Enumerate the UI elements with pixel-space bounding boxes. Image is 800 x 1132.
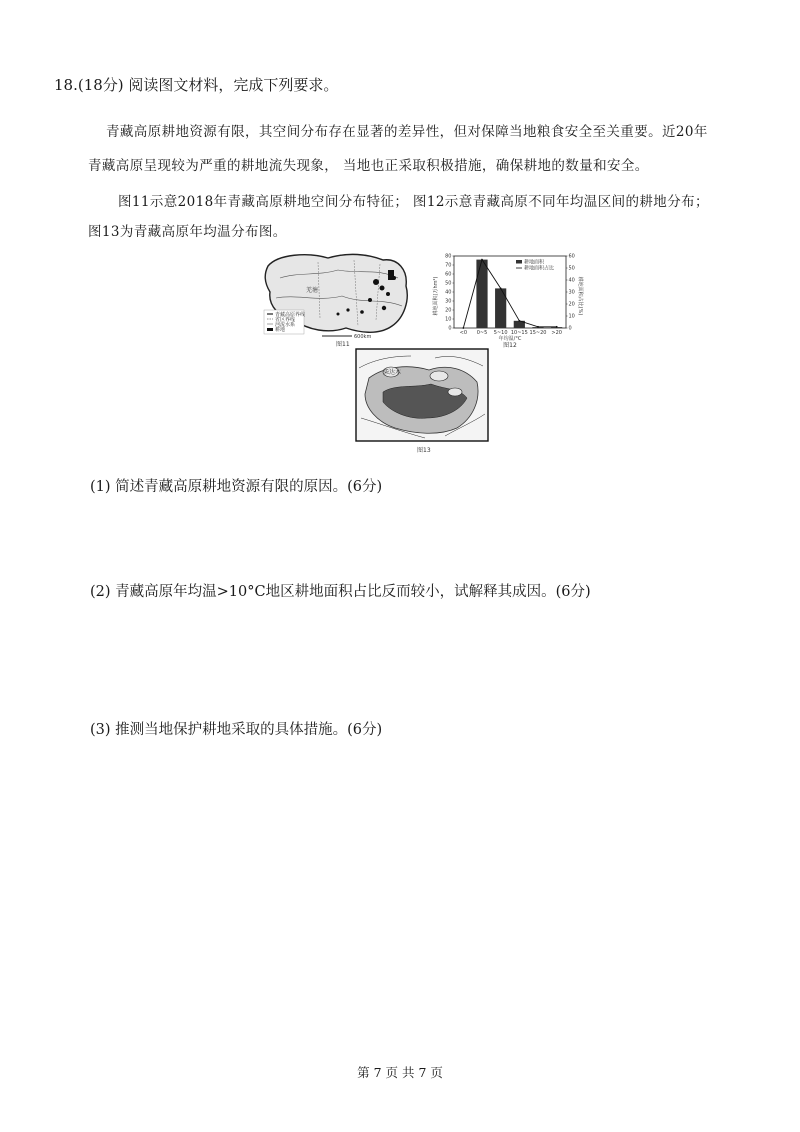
fig11-legend-2: 省区界线	[275, 317, 296, 323]
y-right-tick-label: 10	[568, 313, 575, 320]
fig12-x-axis-label: 年均温/°C	[498, 336, 522, 342]
share-point-1	[462, 327, 464, 329]
y-left-tick-label: 40	[445, 289, 452, 296]
y-right-tick-label: 0	[568, 325, 572, 332]
material-paragraph-2: 青藏高原呈现较为严重的耕地流失现象， 当地也正采取积极措施，确保耕地的数量和安全。	[88, 158, 649, 174]
sub-question-3: (3) 推测当地保护耕地采取的具体措施。(6分)	[90, 722, 383, 738]
share-point-4	[518, 320, 520, 322]
fig12-legend-bar-swatch	[516, 260, 522, 264]
y-right-tick-label: 60	[568, 253, 575, 260]
share-point-3	[500, 288, 502, 290]
y-left-tick-label: 10	[445, 316, 452, 323]
x-tick-label: >20	[551, 330, 562, 336]
sub-question-2: (2) 青藏高原年均温>10°C地区耕地面积占比反而较小，试解释其成因。(6分)	[90, 584, 591, 600]
fig11-map-label: 羌塘	[306, 287, 319, 294]
bar-2	[476, 260, 487, 328]
y-left-tick-label: 0	[448, 325, 452, 332]
fig12-caption: 图12	[503, 342, 517, 349]
material-paragraph-4: 图13为青藏高原年均温分布图。	[88, 224, 287, 240]
y-right-tick-label: 30	[568, 289, 575, 296]
figure-13-map	[355, 348, 489, 456]
fig12-legend-2: 耕地面积占比	[524, 265, 555, 272]
x-tick-label: <0	[459, 330, 468, 336]
figure-11-map	[258, 248, 418, 348]
material-paragraph-3: 图11示意2018年青藏高原耕地空间分布特征； 图12示意青藏高原不同年均温区间的耕地分布；	[118, 194, 709, 210]
y-left-tick-label: 20	[445, 307, 452, 314]
share-point-5	[537, 326, 539, 328]
share-point-2	[481, 259, 483, 261]
fig12-right-axis-label: 耕地面积占比(%)	[577, 276, 583, 316]
figure-12-chart	[432, 248, 582, 348]
question-title: 18.(18分) 阅读图文材料，完成下列要求。	[54, 76, 339, 94]
fig12-legend-1: 耕地面积	[524, 259, 545, 266]
x-tick-label: 15~20	[529, 330, 547, 336]
fig12-left-axis-label: 耕地面积(万hm²)	[433, 276, 439, 316]
fig11-legend-1: 青藏高原界线	[275, 312, 306, 318]
page-footer: 第 7 页 共 7 页	[357, 1065, 443, 1080]
fig11-scale: 600km	[354, 334, 372, 340]
x-tick-label: 10~15	[510, 330, 528, 336]
y-left-tick-label: 50	[445, 280, 452, 287]
y-right-tick-label: 20	[568, 301, 575, 308]
fig11-legend-4: 耕地	[275, 327, 286, 333]
sub-question-1: (1) 简述青藏高原耕地资源有限的原因。(6分)	[90, 479, 383, 495]
x-tick-label: 0~5	[476, 330, 488, 336]
y-left-tick-label: 80	[445, 253, 452, 260]
x-tick-label: 5~10	[493, 330, 508, 336]
fig11-caption: 图11	[336, 341, 350, 348]
share-point-6	[556, 326, 558, 328]
material-paragraph-1: 青藏高原耕地资源有限，其空间分布存在显著的差异性，但对保障当地粮食安全至关重要。近20年	[106, 124, 708, 140]
y-right-tick-label: 40	[568, 277, 575, 284]
y-left-tick-label: 70	[445, 262, 452, 269]
fig13-label-basin: 柴达木	[383, 369, 402, 376]
y-left-tick-label: 60	[445, 271, 452, 278]
fig13-caption: 图13	[417, 447, 431, 454]
y-right-tick-label: 50	[568, 265, 575, 272]
fig11-legend-3: 河流水系	[275, 322, 296, 328]
y-left-tick-label: 30	[445, 298, 452, 305]
